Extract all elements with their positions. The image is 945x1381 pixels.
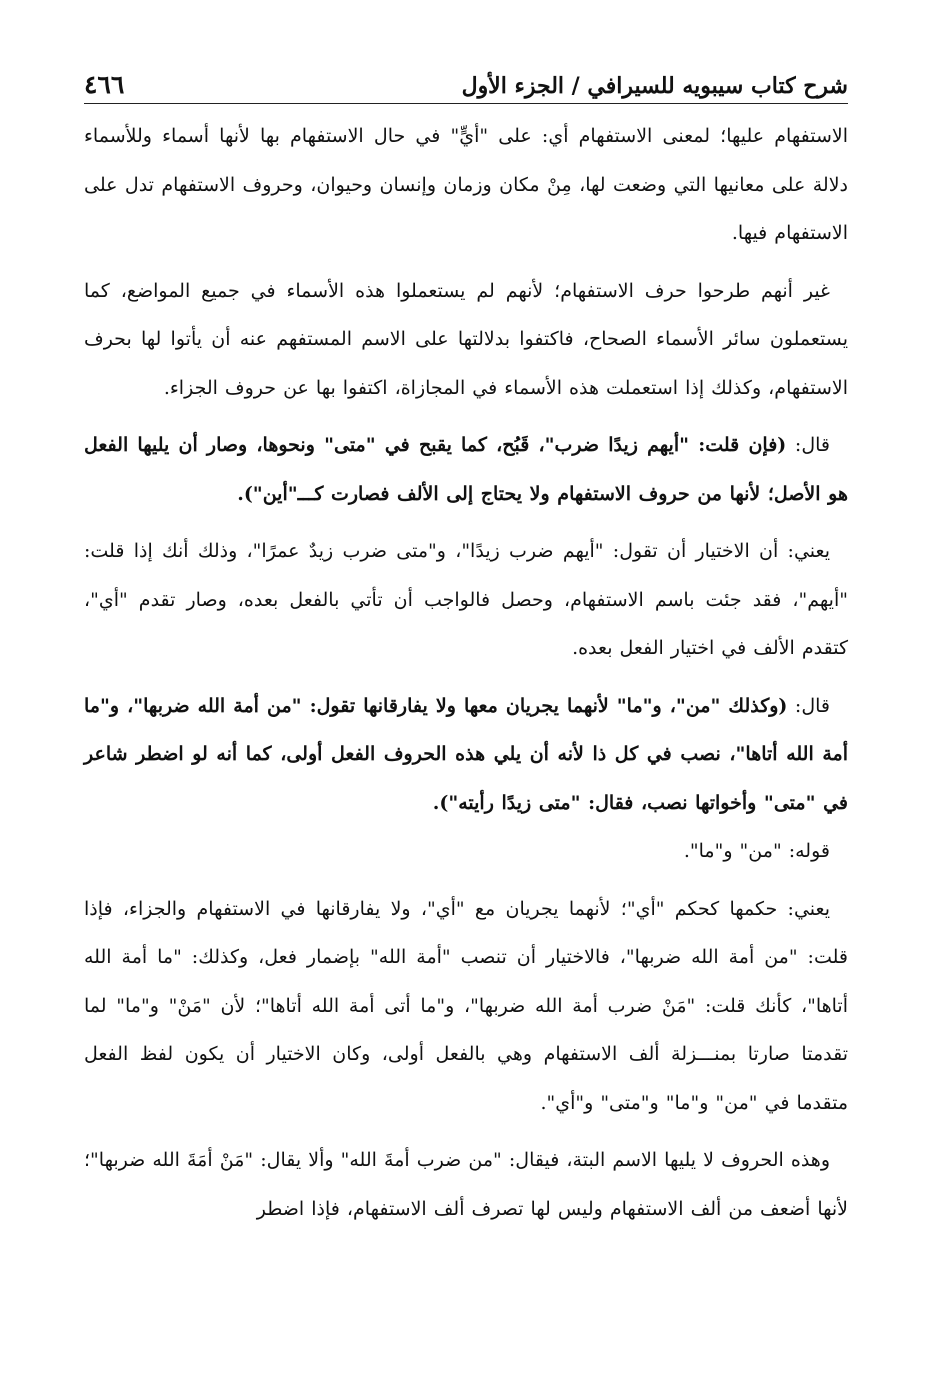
paragraph (84, 1136, 848, 1233)
paragraph (84, 112, 848, 258)
paragraph (84, 527, 848, 673)
paragraph-text: الاستفهام عليها؛ لمعنى الاستفهام أي: على "أيٍّ" في حال الاستفهام بها لأنها أسماء وللأسماء دلالة على معانيها التي وضعت لها، مِنْ مكان وزمان وإنسان وحيوان، وحروف الاستفهام تدل على الاستفهام فيها. (84, 125, 848, 244)
paragraph-text: يعني: أن الاختيار أن تقول: "أيهم ضرب زيدًا"، و"متى ضرب زيدٌ عمرًا"، وذلك أنك إذا قلت: "أيهم"، فقد جئت باسم الاستفهام، وحصل فالواجب أن تأتي بالفعل بعده، وصار تقدم "أي"، كتقدم الألف في اختيار الفعل بعده. (84, 540, 848, 659)
paragraph-text: قوله: "من" و"ما". (683, 840, 830, 862)
sibawayh-quote-paragraph (84, 421, 848, 518)
quote-lead: قال: (787, 694, 830, 717)
page-header (84, 44, 848, 104)
page-number: ٤٦٦ (84, 70, 125, 99)
running-title: شرح كتاب سيبويه للسيرافي / الجزء الأول (461, 73, 848, 99)
quote-lead: قال: (786, 434, 831, 456)
sibawayh-quote-text: (فإن قلت: "أيهم زيدًا ضرب"، قَبُح، كما يقبح في "متى" ونحوها، وصار أن يليها الفعل هو الأصل؛ لأنها من حروف الاستفهام ولا يحتاج إلى الألف فصارت كـــ"أين"). (84, 434, 848, 505)
paragraph (84, 827, 848, 876)
paragraph (84, 267, 848, 413)
book-page (84, 44, 848, 1364)
paragraph-text: وهذه الحروف لا يليها الاسم البتة، فيقال: "من ضرب أمةَ الله" وألا يقال: "مَنْ أمَةَ الله ضربها"؛ لأنها أضعف من ألف الاستفهام وليس لها تصرف ألف الاستفهام، فإذا اضطر (84, 1149, 848, 1220)
paragraph-text: غير أنهم طرحوا حرف الاستفهام؛ لأنهم لم يستعملوا هذه الأسماء في جميع المواضع، كما يستعملون سائر الأسماء الصحاح، فاكتفوا بدلالتها على الاسم المستفهم عنه أن يأتوا لها بحرف الاستفهام، وكذلك إذا استعملت هذه الأسماء في المجازاة، اكتفوا بها عن حروف الجزاء. (84, 279, 848, 399)
page-body (84, 104, 848, 1233)
sibawayh-quote-paragraph (84, 682, 848, 828)
paragraph (84, 885, 848, 1128)
paragraph-text: يعني: حكمها كحكم "أي"؛ لأنهما يجريان مع "أي"، ولا يفارقانها في الاستفهام والجزاء، فإذا قلت: "من أمة الله ضربها"، فالاختيار أن تنصب "أمة الله" بإضمار فعل، وكذلك: "ما أمة الله أتاها"، كأنك قلت: "مَنْ ضرب أمة الله ضربها"، و"ما أتى أمة الله أتاها"؛ لأن "مَنْ" و"ما" لما تقدمتا صارتا بمنـــزلة ألف الاستفهام وهي بالفعل أولى، وكان الاختيار أن يكون لفظ الفعل متقدما في "من" و"ما" و"متى" و"أي". (84, 897, 848, 1114)
sibawayh-quote-text: (وكذلك "من"، و"ما" لأنهما يجريان معها ولا يفارقانها تقول: "من أمة الله ضربها"، و"ما أمة الله أتاها"، نصب في كل ذا لأنه أن يلي هذه الحروف الفعل أولى، كما أنه لو اضطر شاعر في "متى" وأخواتها نصب، فقال: "متى زيدًا رأيته"). (84, 694, 848, 814)
